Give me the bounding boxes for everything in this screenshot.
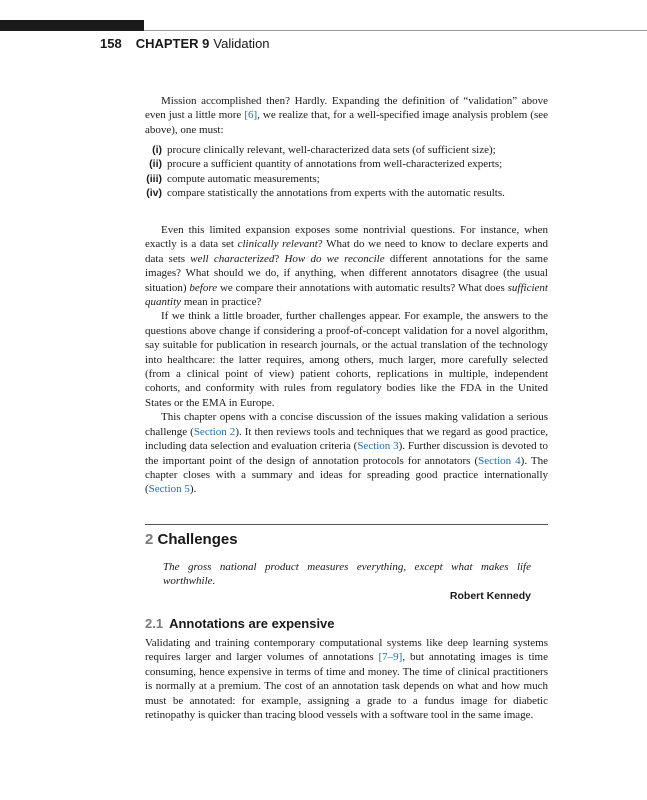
list-item: [140, 186, 548, 200]
list-marker: (iii): [146, 172, 162, 185]
subsection-heading: [145, 615, 335, 633]
text-run: Mission accomplished then? Hardly. Expanding the definition of “validation” above even just a little more: [145, 95, 548, 122]
text-run: This chapter opens with a concise discussion of the issues making validation a serious challenge (: [145, 411, 548, 438]
text-run: ? What do we need to know to declare experts and data sets: [145, 238, 549, 265]
section-4-link[interactable]: Section 4: [478, 454, 521, 467]
intro-paragraph-3: If we think a little broader, further challenges appear. For example, the answers to the questions above change if considering a proof-of-concept validation for a novel algorithm, say suitable for publication in research journals, or the actual translation of the technology into healthcare: the latter requires, among others, much larger, more carefully selected (from a clinical point of view) patient cohorts, replications in multiple, independent cohorts, and conformity with rules from regulatory bodies like the FDA in the United States or the EMA in Europe.: [145, 310, 548, 409]
intro-paragraph-4: [145, 410, 548, 496]
section-3-link[interactable]: Section 3: [357, 440, 399, 453]
subsection-number: 2.1: [145, 616, 164, 631]
emphasis: sufficient quantity: [145, 281, 548, 309]
text-run: mean in practice?: [181, 296, 262, 309]
subsection-title: Annotations are expensive: [169, 616, 335, 631]
list-item-text: procure clinically relevant, well-characterized data sets (of sufficient size);: [167, 144, 496, 156]
list-item-text: procure a sufficient quantity of annotations from well-characterized experts;: [167, 158, 503, 171]
emphasis: clinically relevant: [237, 238, 318, 251]
emphasis: before: [189, 281, 218, 294]
list-marker: (ii): [149, 158, 162, 171]
subsection-paragraph-1: [145, 636, 548, 722]
intro-block: [145, 94, 548, 137]
list-item: [140, 143, 548, 157]
text-run: ).: [189, 483, 197, 496]
text-run: ?: [274, 252, 285, 265]
header-bar: [0, 20, 144, 31]
section-heading: [145, 530, 238, 550]
text-run: different annotations for the same images? What should we do, if anything, when different annotators disagree (the usual situation): [145, 252, 548, 294]
list-marker: (iv): [146, 187, 162, 200]
text-run: we compare their annotations with automatic results? What does: [217, 281, 508, 294]
section-2-link[interactable]: Section 2: [193, 425, 236, 438]
body-block: [145, 223, 548, 497]
section-5-link[interactable]: Section 5: [148, 483, 190, 496]
epigraph: The gross national product measures everything, except what makes life worthwhile.: [163, 561, 531, 588]
text-run: ). It then reviews tools and techniques that we regard as good practice, including data selection and evaluation criteria (: [145, 425, 548, 453]
header-rule: [144, 30, 647, 31]
text-run: Even this limited expansion exposes some nontrivial questions. For instance, when exactly is a data set: [145, 224, 548, 251]
emphasis: well characterized: [190, 252, 275, 265]
section-number: 2: [145, 531, 154, 548]
emphasis: How do we reconcile: [284, 252, 385, 265]
text-run: , but annotating images is time consuming, hence expensive in terms of time and money. The time of clinical practitioners is normally at a premium. The cost of an annotation task depends on what and how much must be annotated: for example, assigning a grade to a fundus image for diabetic retinopathy is quicker than tracing blood vessels with a software tool in the same image.: [145, 651, 548, 722]
epigraph-author: Robert Kennedy: [449, 590, 531, 602]
intro-paragraph-2: [145, 223, 548, 309]
section-divider: [145, 524, 548, 525]
text-run: ). Further discussion is devoted to the important point of the design of annotation protocols for annotators (: [145, 440, 548, 467]
subsection-body: [145, 636, 548, 722]
page-number: 158: [100, 36, 122, 51]
running-header: [100, 36, 270, 52]
requirements-list: [140, 143, 548, 201]
chapter-label: CHAPTER 9: [135, 36, 210, 51]
list-marker: (i): [152, 144, 162, 156]
list-item: [140, 157, 548, 171]
citation-link[interactable]: [7–9]: [378, 651, 403, 664]
list-item-text: compare statistically the annotations from experts with the automatic results.: [167, 187, 505, 200]
text-run: ). The chapter closes with a summary and ideas for spreading good practice internationally (: [145, 454, 548, 496]
section-title: Challenges: [157, 531, 238, 548]
intro-paragraph-1: [145, 94, 548, 137]
text-run: Validating and training contemporary computational systems like deep learning systems requires larger and larger volumes of annotations: [145, 637, 548, 664]
list-item: [140, 172, 548, 186]
list-item-text: compute automatic measurements;: [167, 172, 320, 185]
citation-link[interactable]: [6]: [244, 109, 258, 122]
text-run: , we realize that, for a well-specified image analysis problem (see above), one must:: [145, 109, 548, 136]
chapter-title: Validation: [213, 36, 270, 51]
